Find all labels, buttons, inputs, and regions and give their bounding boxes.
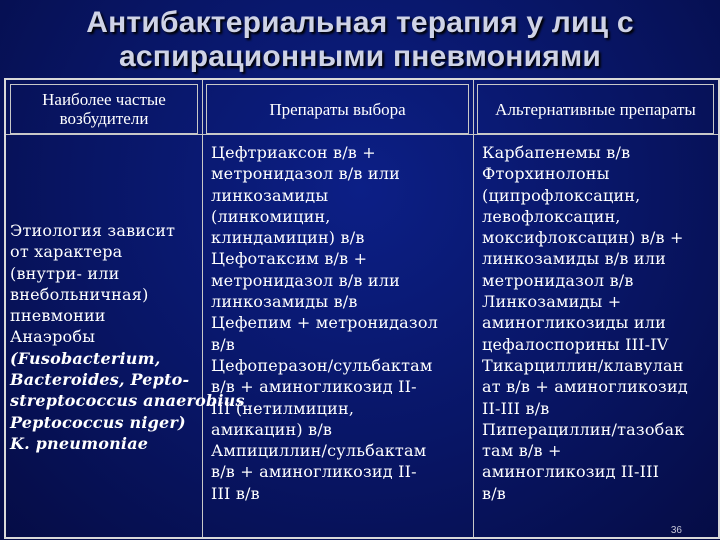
therapy-table	[4, 78, 720, 539]
pathogens-species-text: (Fusobacterium, Bacteroides, Pepto- streptococcus anaerobius Peptococcus niger) K. pneumoniae	[10, 348, 245, 453]
page-number: 36	[670, 525, 682, 536]
drugs-of-choice-cell: Цефтриаксон в/в + метронидазол в/в или линкозамиды (линкомицин, клиндамицин) в/в Цефотаксим в/в + метронидазол в/в или линкозамиды в/в Цефепим + метронидазол в/в Цефоперазон/сульбактам в/в + аминогликозид II- III (нетилмицин, амикацин) в/в Ампициллин/сульбактам в/в + аминогликозид II- III в/в	[211, 143, 439, 503]
header-divider	[6, 134, 718, 135]
header-drugs-of-choice: Препараты выбора	[206, 84, 469, 134]
slide-title-line-1: Антибактериальная терапия у лиц с	[86, 6, 634, 39]
header-pathogens: Наиболее частые возбудители	[10, 84, 198, 134]
pathogens-etiology-text: Этиология зависит от характера (внутри- или внебольничная) пневмонии Анаэробы	[10, 221, 176, 347]
slide-title	[0, 6, 720, 74]
alternative-drugs-cell: Карбапенемы в/в Фторхинолоны (ципрофлоксацин, левофлоксацин, моксифлоксацин) в/в + линкозамиды в/в или метронидазол в/в Линкозамиды + аминогликозиды или цефалоспорины III-IV Тикарциллин/клавулан ат в/в + аминогликозид II-III в/в Пиперациллин/тазобак там в/в + аминогликозид II-III в/в	[482, 143, 688, 503]
slide-title-line-2: аспирационными пневмониями	[119, 40, 601, 73]
header-alternative-drugs: Альтернативные препараты	[477, 84, 714, 134]
pathogens-cell	[10, 220, 245, 454]
column-divider-2	[473, 80, 474, 537]
